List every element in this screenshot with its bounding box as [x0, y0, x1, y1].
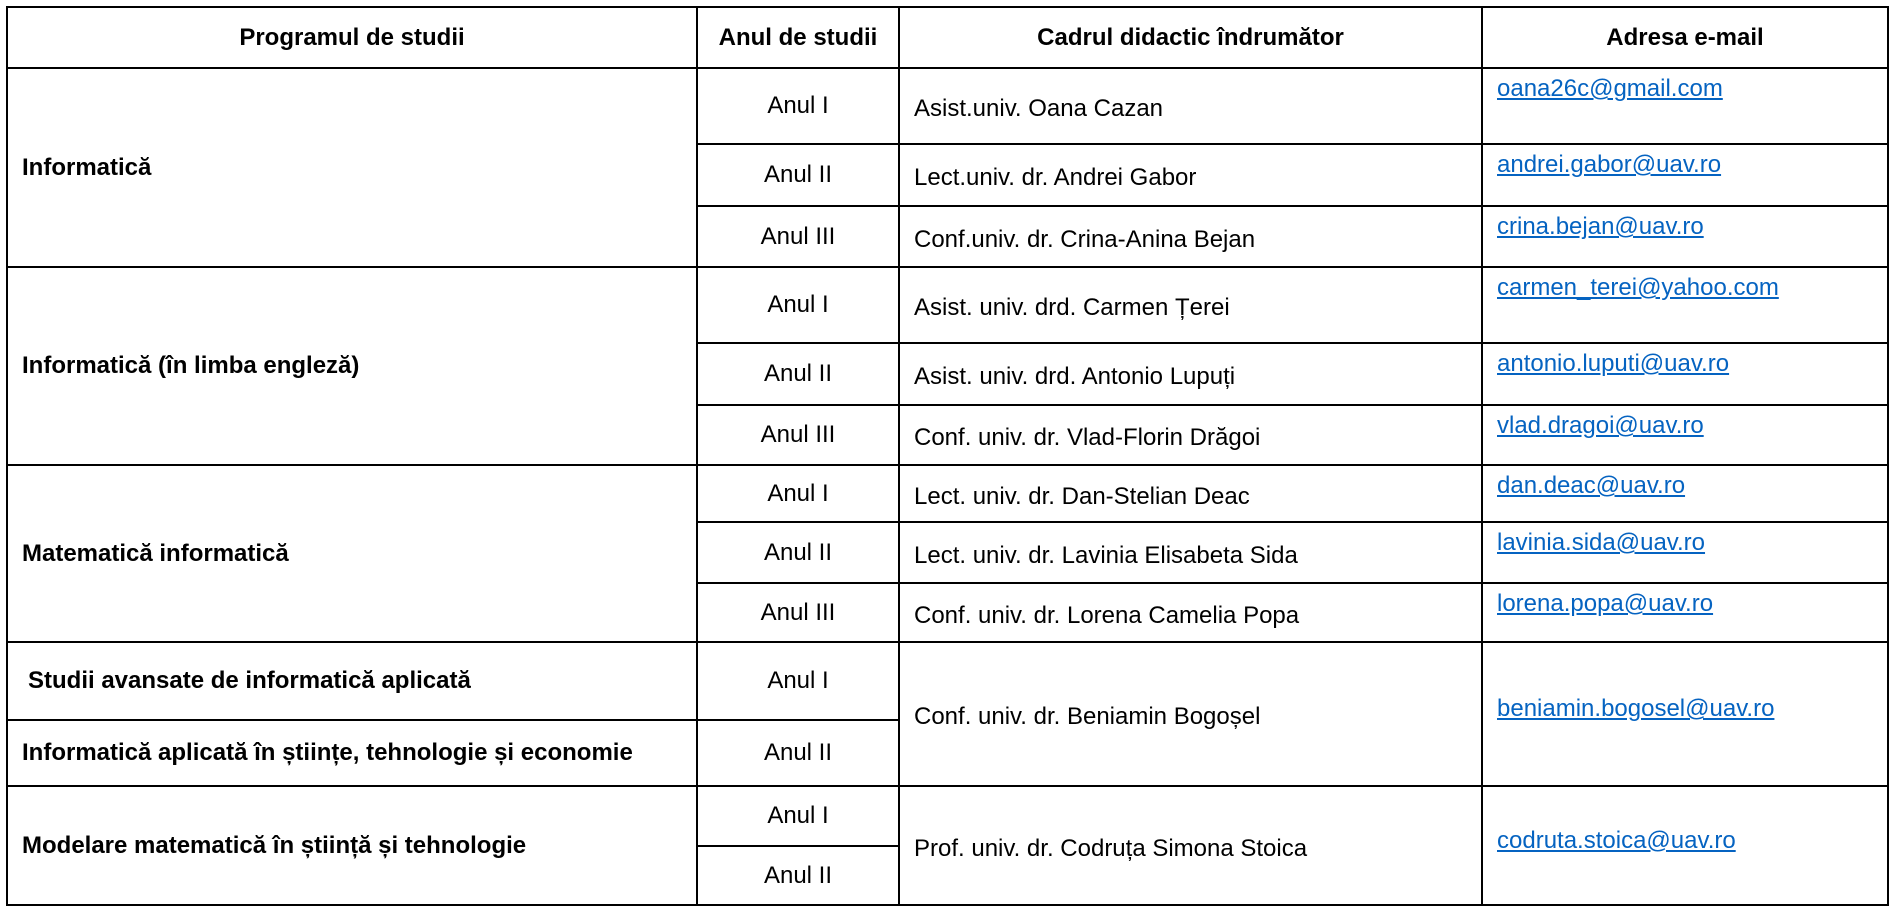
- program-name: Matematică informatică: [7, 465, 697, 642]
- program-name: Modelare matematică în știință și tehnologie: [7, 786, 697, 905]
- header-year: Anul de studii: [697, 7, 899, 68]
- email-link[interactable]: dan.deac@uav.ro: [1497, 472, 1686, 499]
- table-row: [7, 465, 1888, 522]
- header-teacher: Cadrul didactic îndrumător: [899, 7, 1482, 68]
- teacher-name: Prof. univ. dr. Codruța Simona Stoica: [899, 786, 1482, 905]
- teacher-name: Conf.univ. dr. Crina-Anina Bejan: [899, 206, 1482, 267]
- email-link[interactable]: crina.bejan@uav.ro: [1497, 213, 1704, 240]
- email-cell: [1482, 465, 1888, 522]
- email-cell: [1482, 343, 1888, 405]
- study-year: Anul II: [697, 846, 899, 905]
- table-row: [7, 786, 1888, 846]
- email-cell: [1482, 405, 1888, 465]
- email-link[interactable]: lorena.popa@uav.ro: [1497, 590, 1714, 617]
- study-year: Anul I: [697, 786, 899, 846]
- teacher-name: Asist. univ. drd. Carmen Țerei: [899, 267, 1482, 343]
- teacher-name: Lect.univ. dr. Andrei Gabor: [899, 144, 1482, 206]
- study-year: Anul III: [697, 206, 899, 267]
- email-link[interactable]: beniamin.bogosel@uav.ro: [1497, 695, 1775, 723]
- email-link[interactable]: vlad.dragoi@uav.ro: [1497, 412, 1704, 439]
- advisors-table: [6, 6, 1889, 906]
- email-cell: [1482, 642, 1888, 786]
- email-cell: [1482, 522, 1888, 583]
- teacher-name: Conf. univ. dr. Lorena Camelia Popa: [899, 583, 1482, 642]
- program-name: Studii avansate de informatică aplicată: [7, 642, 697, 720]
- study-year: Anul III: [697, 405, 899, 465]
- table-row: [7, 267, 1888, 343]
- study-year: Anul I: [697, 642, 899, 720]
- study-year: Anul II: [697, 343, 899, 405]
- teacher-name: Lect. univ. dr. Lavinia Elisabeta Sida: [899, 522, 1482, 583]
- study-year: Anul II: [697, 522, 899, 583]
- email-link[interactable]: carmen_terei@yahoo.com: [1497, 274, 1779, 301]
- teacher-name: Lect. univ. dr. Dan-Stelian Deac: [899, 465, 1482, 522]
- study-year: Anul III: [697, 583, 899, 642]
- email-cell: [1482, 144, 1888, 206]
- email-link[interactable]: oana26c@gmail.com: [1497, 75, 1723, 102]
- email-link[interactable]: lavinia.sida@uav.ro: [1497, 529, 1706, 556]
- email-cell: [1482, 583, 1888, 642]
- teacher-name: Asist.univ. Oana Cazan: [899, 68, 1482, 144]
- header-row: [7, 7, 1888, 68]
- table-row: [7, 68, 1888, 144]
- email-link[interactable]: andrei.gabor@uav.ro: [1497, 151, 1722, 178]
- program-name: Informatică: [7, 68, 697, 267]
- program-name: Informatică (în limba engleză): [7, 267, 697, 465]
- teacher-name: Conf. univ. dr. Beniamin Bogoșel: [899, 642, 1482, 786]
- header-program: Programul de studii: [7, 7, 697, 68]
- email-cell: [1482, 786, 1888, 905]
- program-name: Informatică aplicată în științe, tehnologie și economie: [7, 720, 697, 786]
- email-cell: [1482, 68, 1888, 144]
- study-year: Anul II: [697, 144, 899, 206]
- study-year: Anul I: [697, 267, 899, 343]
- email-cell: [1482, 206, 1888, 267]
- study-year: Anul II: [697, 720, 899, 786]
- teacher-name: Conf. univ. dr. Vlad-Florin Drăgoi: [899, 405, 1482, 465]
- email-cell: [1482, 267, 1888, 343]
- header-email: Adresa e-mail: [1482, 7, 1888, 68]
- study-year: Anul I: [697, 465, 899, 522]
- table-row: [7, 642, 1888, 720]
- study-year: Anul I: [697, 68, 899, 144]
- email-link[interactable]: codruta.stoica@uav.ro: [1497, 826, 1736, 854]
- teacher-name: Asist. univ. drd. Antonio Lupuți: [899, 343, 1482, 405]
- email-link[interactable]: antonio.luputi@uav.ro: [1497, 350, 1730, 377]
